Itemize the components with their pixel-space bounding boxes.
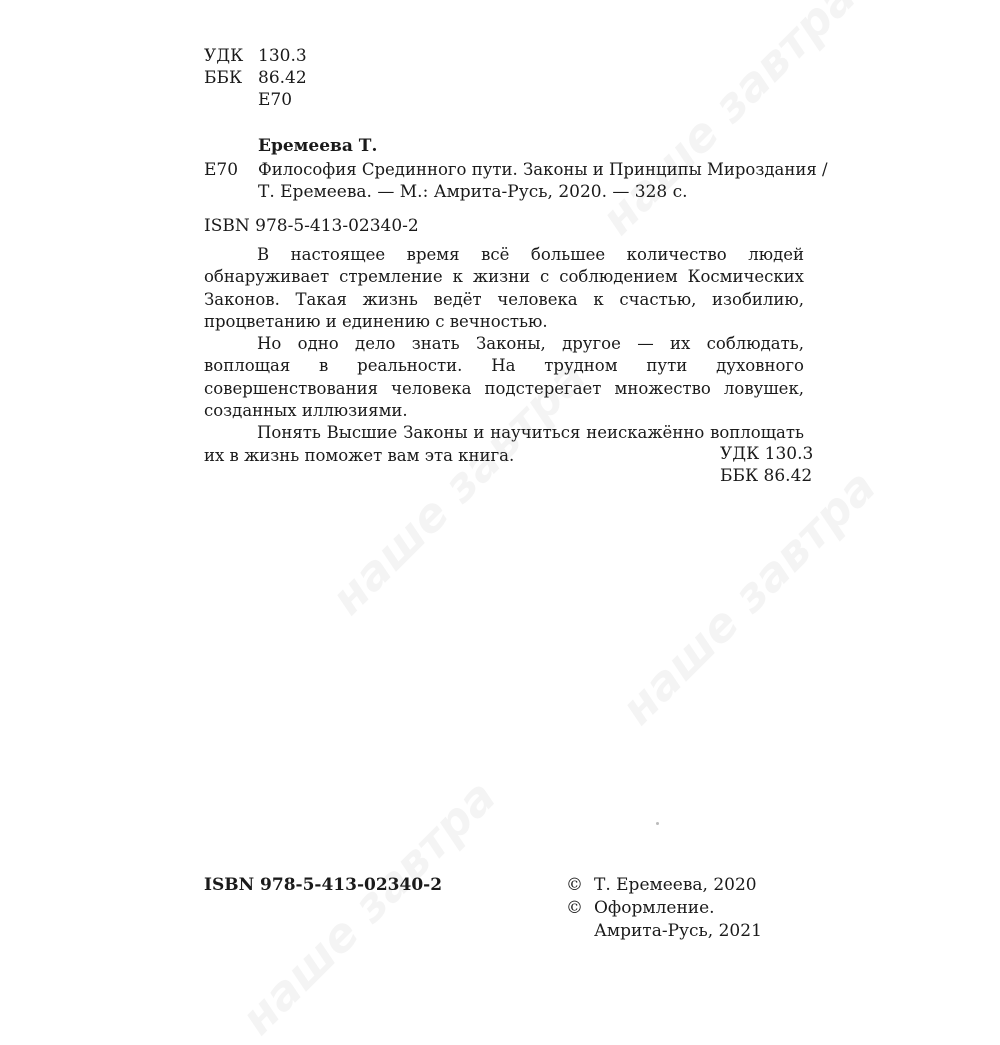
isbn-bold: ISBN 978-5-413-02340-2 <box>204 875 443 895</box>
record-title: Философия Срединного пути. Законы и Принципы Мироздания / <box>258 160 828 179</box>
record-mark: Е70 <box>204 160 239 180</box>
bbk-label: ББК <box>204 68 243 88</box>
copyright-author: Т. Еремеева, 2020 <box>594 875 757 895</box>
copyright-symbol: © <box>566 898 583 918</box>
annotation <box>204 244 804 467</box>
udk-value: 130.3 <box>258 46 307 66</box>
isbn-line: ISBN 978-5-413-02340-2 <box>204 216 419 236</box>
bbk-right: ББК 86.42 <box>720 466 813 486</box>
author-mark: Е70 <box>258 90 293 110</box>
annotation-paragraph: Понять Высшие Законы и научиться неискажённо воплощать их в жизнь поможет вам эта книга. <box>204 423 804 465</box>
annotation-paragraph: В настоящее время всё большее количество людей обнаруживает стремление к жизни с соблюдением Космических Законов. Такая жизнь ведёт человека к счастью, изобилию, процветанию и единению с вечностью. <box>204 245 804 331</box>
copyright-symbol: © <box>566 875 583 895</box>
bbk-value: 86.42 <box>258 68 307 88</box>
watermark <box>230 769 506 1045</box>
copyright-design: Оформление. <box>594 898 715 918</box>
record-publication: Т. Еремеева. — М.: Амрита-Русь, 2020. — 328 с. <box>258 182 688 202</box>
udk-right: УДК 130.3 <box>720 444 814 464</box>
annotation-paragraph: Но одно дело знать Законы, другое — их соблюдать, воплощая в реальности. На трудном пути духовного совершенствования человека подстерегает множество ловушек, созданных иллюзиями. <box>204 334 804 421</box>
watermark <box>590 0 866 245</box>
author-name: Еремеева Т. <box>258 136 378 156</box>
udk-label: УДК <box>204 46 244 66</box>
watermark <box>610 459 886 735</box>
copyright-publisher: Амрита-Русь, 2021 <box>594 921 762 941</box>
speck <box>656 822 659 825</box>
